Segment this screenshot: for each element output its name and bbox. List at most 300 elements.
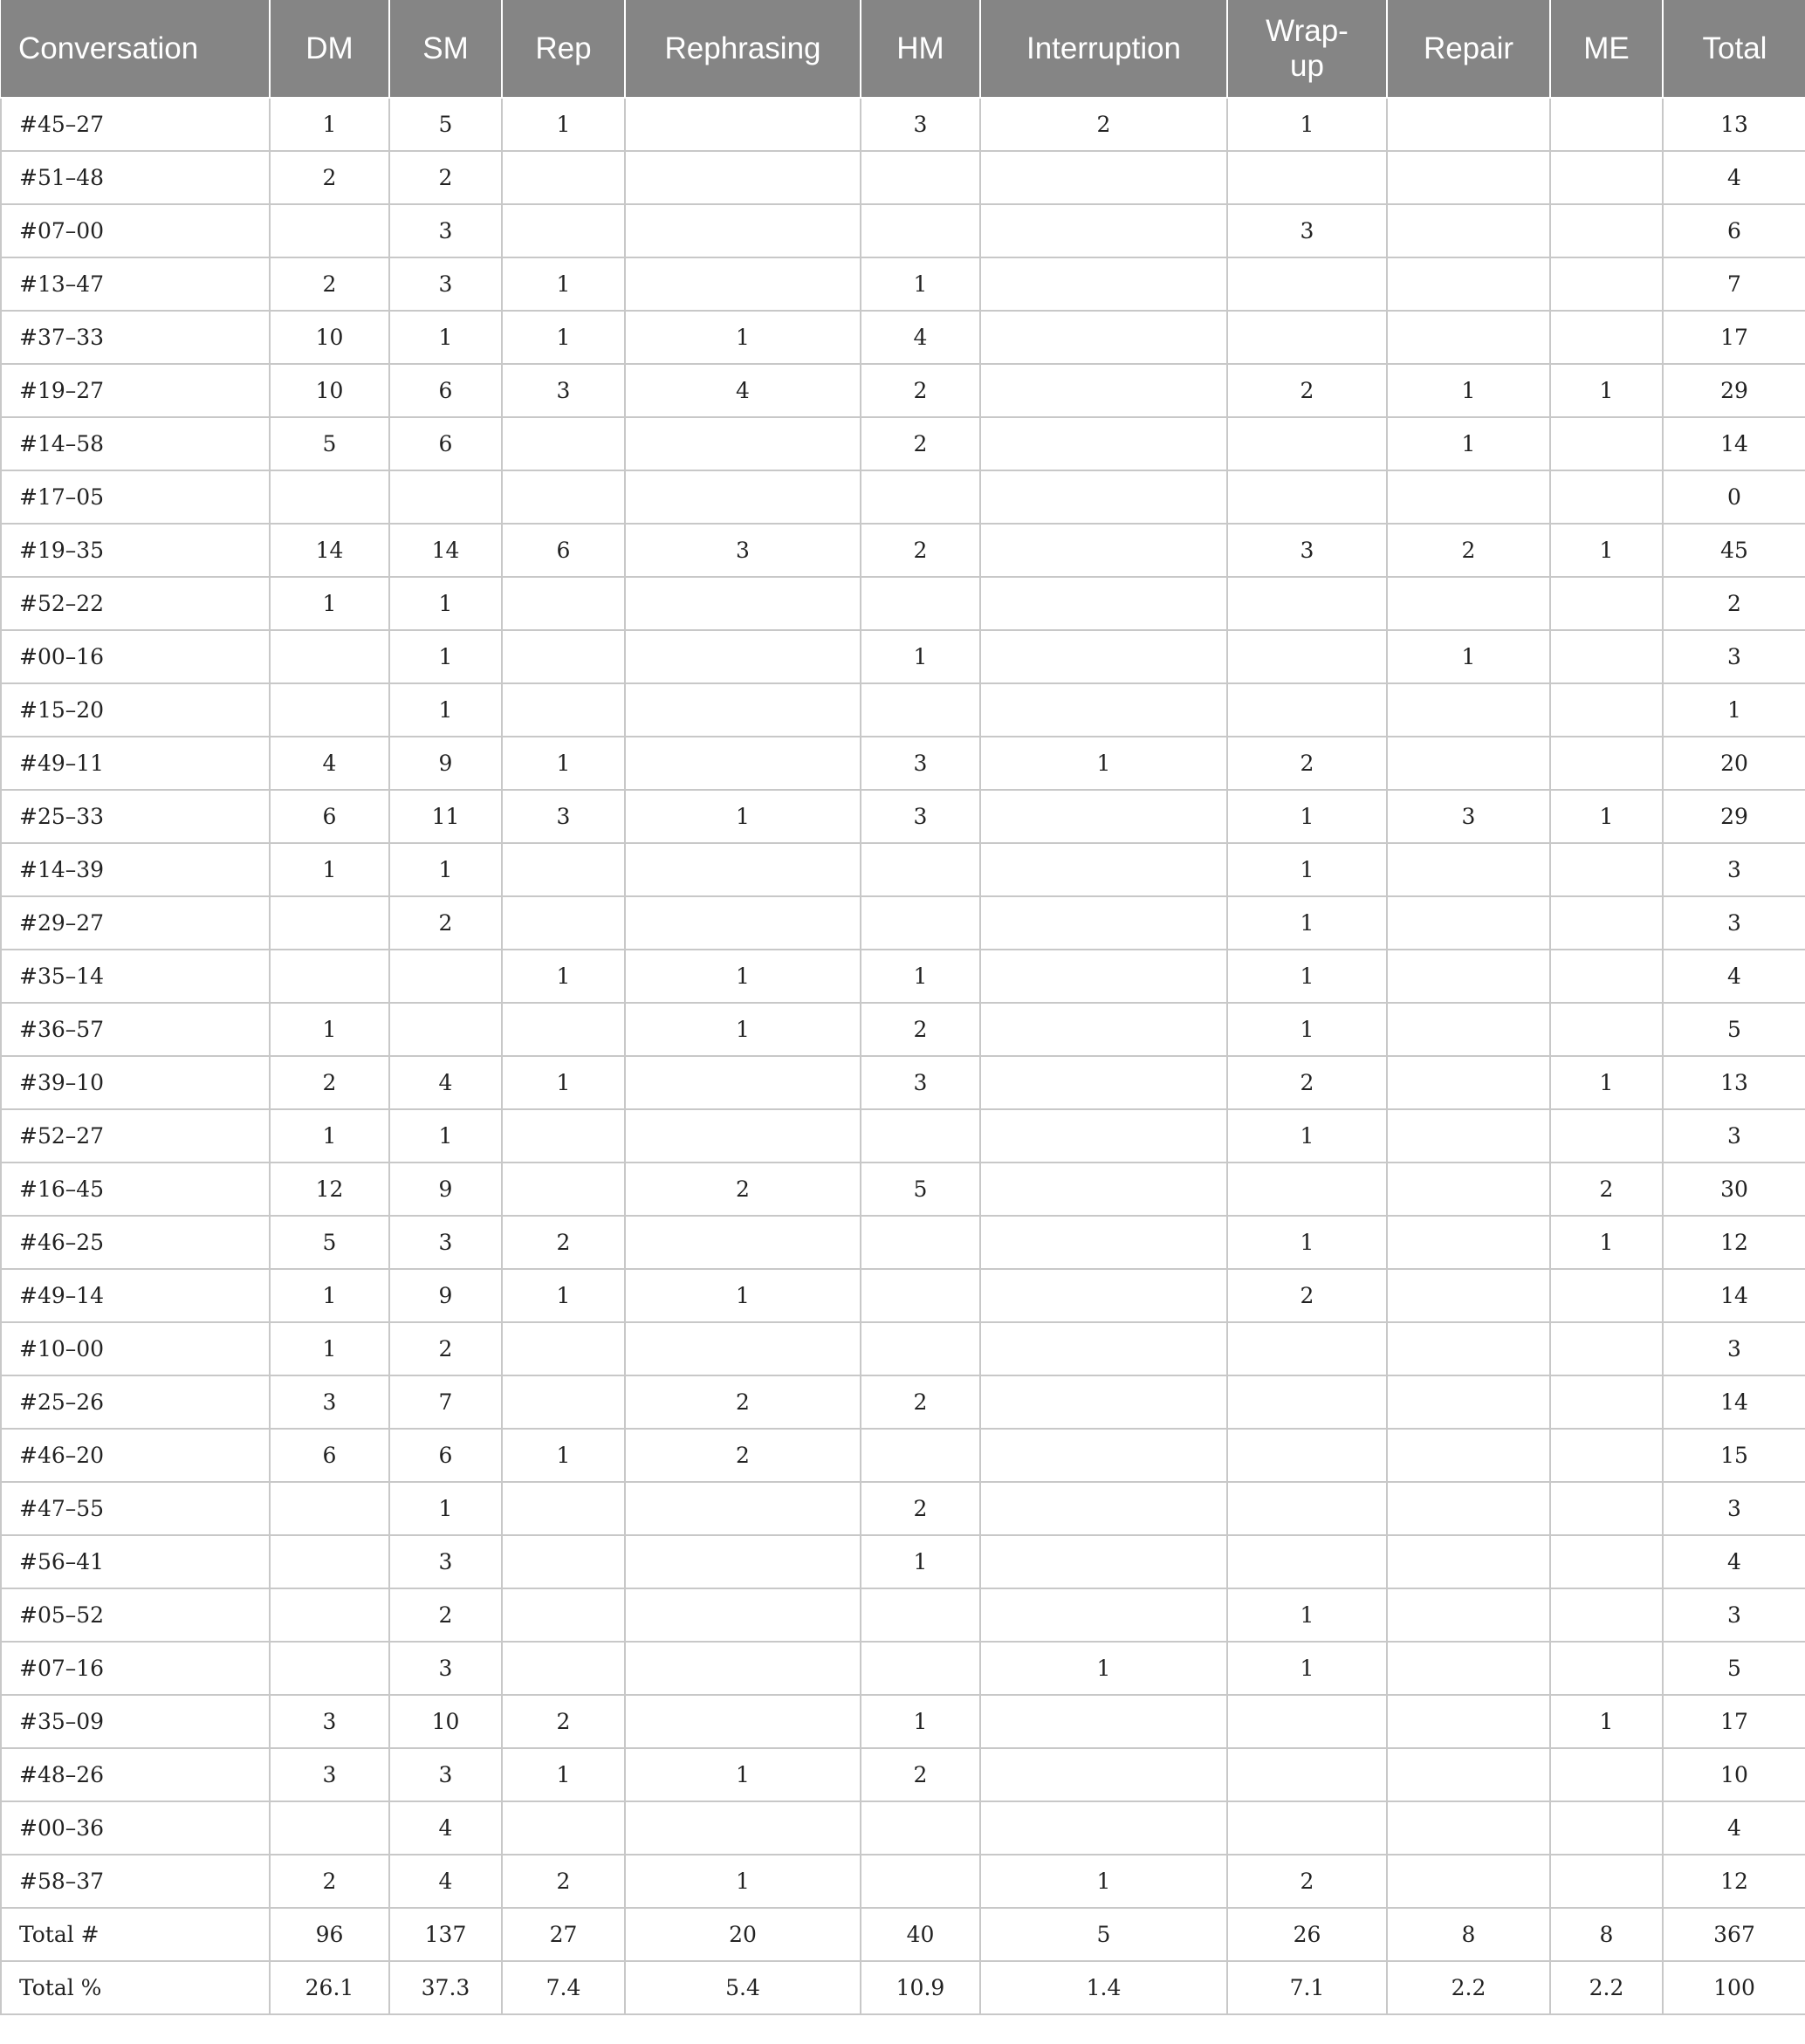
table-cell [980, 1163, 1227, 1216]
table-cell: 3 [861, 790, 980, 843]
table-cell [1227, 1163, 1387, 1216]
table-row [1, 1801, 1805, 1855]
table-row [1, 577, 1805, 630]
table-cell [1387, 1801, 1550, 1855]
table-cell: 100 [1663, 1961, 1805, 2014]
table-cell [502, 1375, 625, 1429]
row-label-cell: #19–35 [1, 524, 270, 577]
table-cell: 10 [270, 311, 389, 364]
table-cell [625, 1322, 861, 1375]
table-cell [861, 1855, 980, 1908]
table-cell [502, 204, 625, 257]
table-cell [980, 950, 1227, 1003]
table-cell [1227, 417, 1387, 470]
table-cell [1550, 1269, 1663, 1322]
table-cell [625, 1482, 861, 1535]
table-cell [980, 1056, 1227, 1109]
table-cell: 14 [270, 524, 389, 577]
table-cell [502, 1322, 625, 1375]
table-cell [861, 204, 980, 257]
table-cell [625, 151, 861, 204]
table-cell [1227, 1695, 1387, 1748]
table-cell [861, 1588, 980, 1642]
table-cell [270, 630, 389, 683]
table-cell [1387, 1163, 1550, 1216]
table-cell: 1 [270, 1269, 389, 1322]
table-cell: 3 [389, 1642, 502, 1695]
row-label-cell: #14–39 [1, 843, 270, 896]
table-cell [1550, 1801, 1663, 1855]
table-cell [1550, 577, 1663, 630]
table-cell [980, 630, 1227, 683]
table-cell: 30 [1663, 1163, 1805, 1216]
table-cell [1227, 1429, 1387, 1482]
table-cell [502, 577, 625, 630]
table-cell: 7.4 [502, 1961, 625, 2014]
table-cell: 1 [502, 737, 625, 790]
row-label-cell: #46–20 [1, 1429, 270, 1482]
table-row [1, 1855, 1805, 1908]
table-cell: 1 [1227, 1003, 1387, 1056]
table-cell: 6 [389, 1429, 502, 1482]
table-cell: 6 [1663, 204, 1805, 257]
table-cell [270, 950, 389, 1003]
row-label-cell: #10–00 [1, 1322, 270, 1375]
table-cell: 137 [389, 1908, 502, 1961]
column-header: Wrap- up [1227, 0, 1387, 98]
table-cell [980, 1003, 1227, 1056]
table-cell: 1 [1550, 1695, 1663, 1748]
table-cell: 2 [625, 1163, 861, 1216]
table-cell: 3 [389, 257, 502, 311]
table-cell [1550, 843, 1663, 896]
row-label-cell: #36–57 [1, 1003, 270, 1056]
table-cell [1387, 98, 1550, 151]
table-row [1, 1163, 1805, 1216]
table-cell [502, 151, 625, 204]
table-cell: 1 [270, 1322, 389, 1375]
table-cell [980, 524, 1227, 577]
table-cell: 3 [1227, 524, 1387, 577]
table-cell: 2 [1550, 1163, 1663, 1216]
table-cell: 2 [1227, 364, 1387, 417]
table-cell: 2 [1663, 577, 1805, 630]
table-cell: 1 [861, 950, 980, 1003]
table-cell: 2 [1227, 1855, 1387, 1908]
table-cell [861, 1801, 980, 1855]
table-cell [270, 1642, 389, 1695]
table-cell: 2 [861, 417, 980, 470]
table-cell: 1 [502, 1429, 625, 1482]
table-cell [625, 1109, 861, 1163]
table-cell: 1 [502, 1748, 625, 1801]
table-cell: 2 [502, 1855, 625, 1908]
table-cell: 1 [1550, 790, 1663, 843]
table-cell [1387, 311, 1550, 364]
row-label-cell: #56–41 [1, 1535, 270, 1588]
table-cell [502, 683, 625, 737]
table-row [1, 1482, 1805, 1535]
table-cell [270, 1801, 389, 1855]
table-cell: 3 [270, 1748, 389, 1801]
table-cell: 4 [1663, 1535, 1805, 1588]
table-cell: 2 [861, 1748, 980, 1801]
table-cell: 26 [1227, 1908, 1387, 1961]
table-cell: 7 [1663, 257, 1805, 311]
table-cell [1550, 1482, 1663, 1535]
table-cell: 1 [1387, 417, 1550, 470]
table-row [1, 1003, 1805, 1056]
table-cell: 3 [389, 1748, 502, 1801]
row-label-cell: #00–36 [1, 1801, 270, 1855]
table-cell [502, 1109, 625, 1163]
table-cell: 1 [980, 1642, 1227, 1695]
table-cell: 1 [389, 1482, 502, 1535]
table-cell [1387, 1375, 1550, 1429]
table-cell [1227, 1535, 1387, 1588]
table-cell [980, 417, 1227, 470]
row-label-cell: #16–45 [1, 1163, 270, 1216]
table-cell: 1 [270, 1003, 389, 1056]
table-row [1, 1056, 1805, 1109]
table-cell: 5 [980, 1908, 1227, 1961]
table-cell: 40 [861, 1908, 980, 1961]
table-cell [1387, 1109, 1550, 1163]
table-cell: 7 [389, 1375, 502, 1429]
table-cell: 3 [502, 364, 625, 417]
table-cell [1227, 1375, 1387, 1429]
table-row [1, 524, 1805, 577]
table-cell [980, 1429, 1227, 1482]
table-cell: 3 [861, 98, 980, 151]
table-cell: 1 [502, 1056, 625, 1109]
table-cell: 12 [270, 1163, 389, 1216]
table-cell: 4 [1663, 151, 1805, 204]
table-cell: 1 [625, 1003, 861, 1056]
table-row [1, 204, 1805, 257]
table-cell: 5 [1663, 1642, 1805, 1695]
table-row [1, 311, 1805, 364]
table-cell: 2.2 [1387, 1961, 1550, 2014]
table-cell [502, 1482, 625, 1535]
table-cell: 3 [502, 790, 625, 843]
table-cell [1550, 1748, 1663, 1801]
table-cell: 27 [502, 1908, 625, 1961]
table-cell: 12 [1663, 1216, 1805, 1269]
table-cell: 29 [1663, 790, 1805, 843]
table-cell: 10 [389, 1695, 502, 1748]
table-cell [1387, 204, 1550, 257]
table-cell [980, 577, 1227, 630]
table-cell [502, 470, 625, 524]
row-label-cell: Total % [1, 1961, 270, 2014]
table-cell [1550, 204, 1663, 257]
table-cell: 4 [389, 1056, 502, 1109]
table-cell [980, 1801, 1227, 1855]
table-cell: 3 [1663, 843, 1805, 896]
table-cell: 10 [1663, 1748, 1805, 1801]
table-cell [1387, 737, 1550, 790]
table-cell [1227, 257, 1387, 311]
table-cell [270, 896, 389, 950]
row-label-cell: #37–33 [1, 311, 270, 364]
table-cell: 20 [625, 1908, 861, 1961]
table-cell: 2 [861, 1003, 980, 1056]
table-cell [1387, 1695, 1550, 1748]
table-cell: 3 [861, 737, 980, 790]
table-cell: 1 [1387, 364, 1550, 417]
table-cell: 1 [389, 683, 502, 737]
table-cell [625, 1216, 861, 1269]
table-cell: 17 [1663, 311, 1805, 364]
table-cell: 1 [502, 311, 625, 364]
table-cell [625, 417, 861, 470]
table-row [1, 257, 1805, 311]
table-cell: 2 [389, 896, 502, 950]
table-cell: 3 [1663, 630, 1805, 683]
table-cell [502, 1535, 625, 1588]
table-cell: 1 [1550, 1056, 1663, 1109]
table-cell [502, 1801, 625, 1855]
table-cell: 6 [389, 364, 502, 417]
table-cell [389, 1003, 502, 1056]
table-cell [1227, 1322, 1387, 1375]
row-label-cell: #00–16 [1, 630, 270, 683]
table-cell: 1.4 [980, 1961, 1227, 2014]
row-label-cell: #39–10 [1, 1056, 270, 1109]
table-cell: 1 [625, 950, 861, 1003]
column-header: HM [861, 0, 980, 98]
table-cell [1227, 1482, 1387, 1535]
table-cell [861, 843, 980, 896]
table-cell: 7.1 [1227, 1961, 1387, 2014]
table-cell: 2 [270, 1056, 389, 1109]
table-cell: 3 [1387, 790, 1550, 843]
table-row [1, 1109, 1805, 1163]
table-cell: 12 [1663, 1855, 1805, 1908]
table-cell: 1 [625, 1748, 861, 1801]
table-row [1, 1695, 1805, 1748]
table-cell: 3 [389, 1535, 502, 1588]
table-cell [625, 843, 861, 896]
table-cell: 2 [861, 364, 980, 417]
table-cell [980, 1535, 1227, 1588]
row-label-cell: #29–27 [1, 896, 270, 950]
table-cell [502, 1642, 625, 1695]
table-cell: 1 [389, 843, 502, 896]
table-cell [1227, 1748, 1387, 1801]
table-cell [980, 1748, 1227, 1801]
table-cell [1550, 896, 1663, 950]
table-cell [1550, 683, 1663, 737]
table-row [1, 98, 1805, 151]
table-cell [625, 896, 861, 950]
table-row [1, 1748, 1805, 1801]
table-cell [1550, 470, 1663, 524]
row-label-cell: #25–26 [1, 1375, 270, 1429]
table-cell [502, 1588, 625, 1642]
table-cell: 6 [389, 417, 502, 470]
table-cell: 1 [502, 1269, 625, 1322]
table-cell [861, 470, 980, 524]
table-cell: 5 [861, 1163, 980, 1216]
table-cell [1387, 1216, 1550, 1269]
table-cell: 1 [389, 630, 502, 683]
column-header: Rep [502, 0, 625, 98]
table-cell: 11 [389, 790, 502, 843]
table-cell: 3 [270, 1695, 389, 1748]
table-cell [1550, 1429, 1663, 1482]
row-label-cell: #07–16 [1, 1642, 270, 1695]
table-cell [389, 950, 502, 1003]
row-label-cell: #52–27 [1, 1109, 270, 1163]
table-cell [502, 630, 625, 683]
table-cell [980, 1375, 1227, 1429]
table-cell: 96 [270, 1908, 389, 1961]
table-cell [1550, 417, 1663, 470]
table-cell [980, 1269, 1227, 1322]
table-row [1, 1216, 1805, 1269]
table-cell [270, 1588, 389, 1642]
table-cell: 1 [1227, 1109, 1387, 1163]
table-cell: 4 [270, 737, 389, 790]
table-cell: 4 [389, 1801, 502, 1855]
row-label-cell: #46–25 [1, 1216, 270, 1269]
table-cell: 4 [861, 311, 980, 364]
table-cell [1227, 683, 1387, 737]
column-header: Rephrasing [625, 0, 861, 98]
table-body [1, 98, 1805, 2014]
table-cell [625, 98, 861, 151]
row-label-cell: #35–14 [1, 950, 270, 1003]
row-label-cell: Total # [1, 1908, 270, 1961]
table-cell: 13 [1663, 1056, 1805, 1109]
table-cell: 1 [389, 1109, 502, 1163]
table-cell: 14 [1663, 417, 1805, 470]
table-cell: 1 [1227, 790, 1387, 843]
table-cell [1387, 470, 1550, 524]
table-row [1, 417, 1805, 470]
table-cell [861, 1269, 980, 1322]
table-cell [861, 1429, 980, 1482]
table-cell: 367 [1663, 1908, 1805, 1961]
table-cell: 14 [1663, 1375, 1805, 1429]
table-cell [625, 1801, 861, 1855]
table-cell: 3 [625, 524, 861, 577]
row-label-cell: #13–47 [1, 257, 270, 311]
table-cell [1550, 1642, 1663, 1695]
column-header: Conversation [1, 0, 270, 98]
table-row [1, 364, 1805, 417]
table-cell: 2 [1387, 524, 1550, 577]
table-cell [625, 683, 861, 737]
table-cell: 3 [389, 204, 502, 257]
table-cell: 1 [389, 311, 502, 364]
table-cell [980, 790, 1227, 843]
table-cell [1387, 950, 1550, 1003]
row-label-cell: #15–20 [1, 683, 270, 737]
table-cell: 1 [1550, 364, 1663, 417]
table-cell: 2 [625, 1375, 861, 1429]
table-cell: 2 [625, 1429, 861, 1482]
table-cell: 1 [1387, 630, 1550, 683]
table-cell [1387, 1482, 1550, 1535]
table-cell [1387, 1588, 1550, 1642]
table-cell: 4 [625, 364, 861, 417]
table-cell [980, 470, 1227, 524]
table-cell [1550, 1535, 1663, 1588]
table-cell: 13 [1663, 98, 1805, 151]
table-cell [1227, 470, 1387, 524]
table-cell [1387, 151, 1550, 204]
table-cell [625, 1535, 861, 1588]
table-cell [502, 843, 625, 896]
table-cell: 2 [861, 1482, 980, 1535]
table-cell: 1 [389, 577, 502, 630]
table-cell: 9 [389, 737, 502, 790]
table-cell: 1 [1227, 98, 1387, 151]
table-cell [980, 151, 1227, 204]
table-row [1, 1588, 1805, 1642]
table-cell: 20 [1663, 737, 1805, 790]
table-cell: 3 [861, 1056, 980, 1109]
table-cell: 8 [1387, 1908, 1550, 1961]
table-cell: 14 [1663, 1269, 1805, 1322]
table-cell: 1 [1227, 1642, 1387, 1695]
table-cell: 1 [1227, 950, 1387, 1003]
row-label-cell: #49–11 [1, 737, 270, 790]
table-cell [1550, 1588, 1663, 1642]
row-label-cell: #35–09 [1, 1695, 270, 1748]
table-cell: 4 [1663, 950, 1805, 1003]
table-cell [1550, 1322, 1663, 1375]
table-cell: 5 [389, 98, 502, 151]
table-row [1, 1322, 1805, 1375]
table-cell [389, 470, 502, 524]
table-cell [1227, 151, 1387, 204]
table-cell: 5 [270, 417, 389, 470]
table-cell: 8 [1550, 1908, 1663, 1961]
column-header: Total [1663, 0, 1805, 98]
column-header: ME [1550, 0, 1663, 98]
row-label-cell: #19–27 [1, 364, 270, 417]
table-cell: 1 [502, 950, 625, 1003]
table-cell [980, 204, 1227, 257]
table-cell: 2 [1227, 1056, 1387, 1109]
column-header: DM [270, 0, 389, 98]
table-cell: 1 [270, 98, 389, 151]
row-label-cell: #51–48 [1, 151, 270, 204]
table-cell: 5 [1663, 1003, 1805, 1056]
table-cell [625, 204, 861, 257]
table-cell [1387, 1748, 1550, 1801]
table-cell: 9 [389, 1163, 502, 1216]
table-cell [861, 1109, 980, 1163]
table-cell: 1 [1663, 683, 1805, 737]
table-cell: 2 [389, 1322, 502, 1375]
table-cell [1227, 577, 1387, 630]
table-cell: 1 [502, 98, 625, 151]
table-cell: 1 [270, 843, 389, 896]
table-cell: 10 [270, 364, 389, 417]
table-cell: 1 [625, 1855, 861, 1908]
table-row [1, 1535, 1805, 1588]
table-row [1, 896, 1805, 950]
table-cell: 3 [1663, 1109, 1805, 1163]
table-cell [980, 311, 1227, 364]
table-cell [1387, 1322, 1550, 1375]
table-cell [270, 204, 389, 257]
